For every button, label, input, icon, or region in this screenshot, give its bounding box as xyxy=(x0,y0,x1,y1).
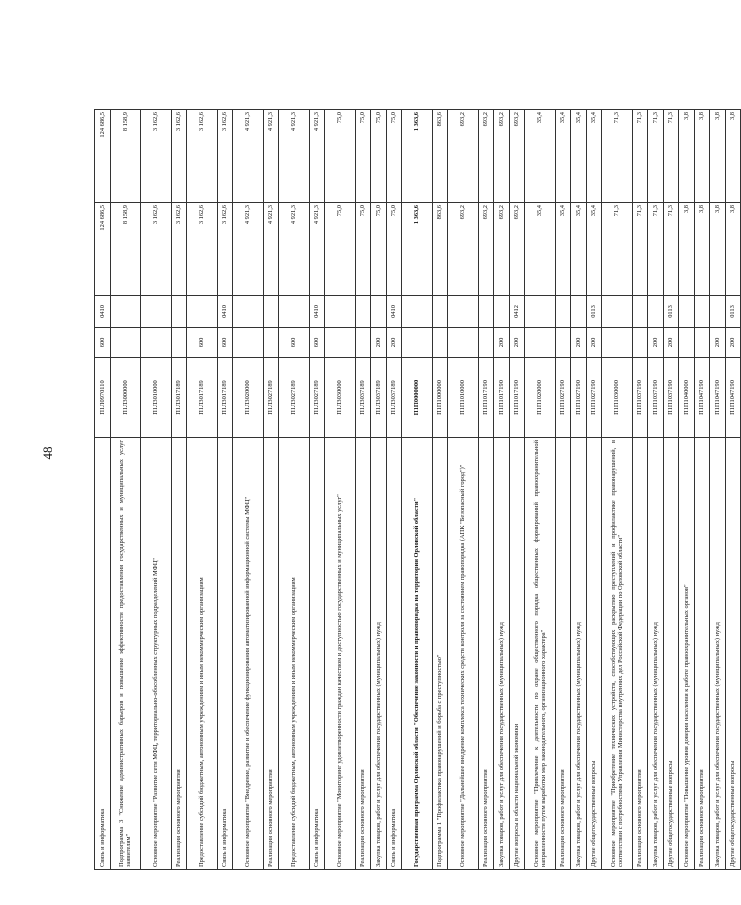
section-cell: 0113 xyxy=(725,296,741,328)
budget-table-sheet xyxy=(94,110,737,870)
expense-type-cell xyxy=(355,328,371,358)
row-name-cell: Другие общегосударственные вопросы xyxy=(586,438,602,870)
target-code-cell: П1П1037190 xyxy=(632,358,648,438)
row-name-cell: Основное мероприятие "Мониторинг удовлетворенности граждан качеством и доступностью государственных и муниципальных услуг" xyxy=(325,438,356,870)
section-cell: 0113 xyxy=(586,296,602,328)
amount-cell-1: 3 162,6 xyxy=(141,203,172,296)
target-code-cell: П1П1017190 xyxy=(494,358,510,438)
expense-type-cell: 200 xyxy=(494,328,510,358)
target-code-cell: П1Л3027189 xyxy=(279,358,310,438)
amount-cell-2: 4 921,3 xyxy=(263,110,279,203)
amount-cell-2: 693,2 xyxy=(448,110,479,203)
table-row xyxy=(648,110,664,870)
expense-type-cell xyxy=(555,328,571,358)
amount-cell-1: 4 921,3 xyxy=(263,203,279,296)
amount-cell-2: 693,2 xyxy=(478,110,494,203)
rotated-table-container xyxy=(94,110,737,870)
target-code-cell: П1П1027190 xyxy=(571,358,587,438)
target-code-cell: П1П1027190 xyxy=(586,358,602,438)
target-code-cell: П1П1000000 xyxy=(432,358,448,438)
table-row xyxy=(679,110,695,870)
table-row xyxy=(694,110,710,870)
row-name-cell: Основное мероприятие "Повышение уровня доверия населения к работе правоохранительных органов" xyxy=(679,438,695,870)
table-row xyxy=(525,110,556,870)
section-cell xyxy=(110,296,141,328)
amount-cell-2: 35,4 xyxy=(586,110,602,203)
row-name-cell: Основное мероприятие "Приобретение технических устройств, способствующих раскрытию преступлений и профилактике правонарушений, в соответствии с потребностями Управления Министерства внутренних дел Российской Федерации по Орловской области" xyxy=(602,438,633,870)
amount-cell-1: 863,6 xyxy=(432,203,448,296)
amount-cell-2: 3,8 xyxy=(694,110,710,203)
amount-cell-1: 693,2 xyxy=(448,203,479,296)
amount-cell-1: 3,8 xyxy=(725,203,741,296)
section-cell: 0410 xyxy=(217,296,233,328)
expense-type-cell xyxy=(448,328,479,358)
target-code-cell: П1Л3017189 xyxy=(217,358,233,438)
section-cell: 0113 xyxy=(663,296,679,328)
section-cell xyxy=(710,296,726,328)
amount-cell-1: 35,4 xyxy=(525,203,556,296)
amount-cell-2: 75,0 xyxy=(325,110,356,203)
row-name-cell: Связь и информатика xyxy=(309,438,325,870)
row-name-cell: Закупка товаров, работ и услуг для обеспечения государственных (муниципальных) нужд xyxy=(648,438,664,870)
target-code-cell: П1П1047190 xyxy=(694,358,710,438)
amount-cell-2: 124 686,5 xyxy=(95,110,111,203)
amount-cell-1: 4 921,3 xyxy=(279,203,310,296)
amount-cell-2: 693,2 xyxy=(494,110,510,203)
expense-type-cell: 200 xyxy=(509,328,525,358)
expense-type-cell: 200 xyxy=(663,328,679,358)
amount-cell-1: 3,8 xyxy=(679,203,695,296)
section-cell xyxy=(432,296,448,328)
table-row xyxy=(217,110,233,870)
amount-cell-1: 3 162,6 xyxy=(171,203,187,296)
amount-cell-2: 3,8 xyxy=(725,110,741,203)
target-code-cell: П1П1037190 xyxy=(663,358,679,438)
section-cell xyxy=(263,296,279,328)
section-cell xyxy=(478,296,494,328)
target-code-cell: П1П1020000 xyxy=(525,358,556,438)
expense-type-cell xyxy=(402,328,433,358)
expense-type-cell: 600 xyxy=(187,328,218,358)
table-row xyxy=(402,110,433,870)
amount-cell-2: 863,6 xyxy=(432,110,448,203)
section-cell xyxy=(171,296,187,328)
table-row xyxy=(509,110,525,870)
target-code-cell: П1П1040000 xyxy=(679,358,695,438)
amount-cell-2: 3,8 xyxy=(710,110,726,203)
target-code-cell: П1П1047190 xyxy=(710,358,726,438)
amount-cell-2: 75,0 xyxy=(355,110,371,203)
table-row xyxy=(263,110,279,870)
expense-type-cell: 600 xyxy=(309,328,325,358)
expense-type-cell xyxy=(432,328,448,358)
amount-cell-2: 1 363,6 xyxy=(402,110,433,203)
target-code-cell: П1Л3037189 xyxy=(371,358,387,438)
target-code-cell: П1Л0970110 xyxy=(95,358,111,438)
table-row xyxy=(555,110,571,870)
table-row xyxy=(355,110,371,870)
section-cell xyxy=(355,296,371,328)
table-row xyxy=(279,110,310,870)
table-row xyxy=(448,110,479,870)
section-cell xyxy=(694,296,710,328)
target-code-cell: П1Л3030000 xyxy=(325,358,356,438)
amount-cell-1: 8 158,9 xyxy=(110,203,141,296)
expense-type-cell xyxy=(679,328,695,358)
section-cell xyxy=(325,296,356,328)
expense-type-cell xyxy=(263,328,279,358)
table-row xyxy=(586,110,602,870)
budget-table xyxy=(94,109,741,870)
amount-cell-1: 75,0 xyxy=(371,203,387,296)
amount-cell-2: 3 162,6 xyxy=(141,110,172,203)
amount-cell-2: 75,0 xyxy=(386,110,402,203)
expense-type-cell: 200 xyxy=(371,328,387,358)
amount-cell-1: 1 363,6 xyxy=(402,203,433,296)
expense-type-cell: 600 xyxy=(217,328,233,358)
table-row xyxy=(309,110,325,870)
section-cell xyxy=(525,296,556,328)
row-name-cell: Закупка товаров, работ и услуг для обеспечения государственных (муниципальных) нужд xyxy=(710,438,726,870)
table-row xyxy=(371,110,387,870)
row-name-cell: Государственная программа Орловской области "Обеспечение законности и правопорядка на территории Орловской области" xyxy=(402,438,433,870)
row-name-cell: Связь и информатика xyxy=(95,438,111,870)
amount-cell-2: 75,0 xyxy=(371,110,387,203)
table-row xyxy=(110,110,141,870)
row-name-cell: Реализация основного мероприятия xyxy=(632,438,648,870)
amount-cell-1: 3 162,6 xyxy=(187,203,218,296)
page-number: 48 xyxy=(40,446,55,460)
row-name-cell: Предоставление субсидий бюджетным, автономным учреждениям и иным некоммерческим организациям xyxy=(187,438,218,870)
amount-cell-1: 71,3 xyxy=(663,203,679,296)
amount-cell-1: 124 686,5 xyxy=(95,203,111,296)
amount-cell-1: 693,2 xyxy=(478,203,494,296)
amount-cell-1: 35,4 xyxy=(586,203,602,296)
table-row xyxy=(325,110,356,870)
table-row xyxy=(187,110,218,870)
amount-cell-1: 693,2 xyxy=(509,203,525,296)
target-code-cell: П1Л3020000 xyxy=(233,358,264,438)
target-code-cell: П1Л3000000 xyxy=(110,358,141,438)
amount-cell-2: 4 921,3 xyxy=(279,110,310,203)
row-name-cell: Основное мероприятие "Дальнейшее внедрение комплекса технических средств контроля за состоянием правопорядка (АПК "Безопасный город")" xyxy=(448,438,479,870)
amount-cell-1: 3 162,6 xyxy=(217,203,233,296)
table-row xyxy=(478,110,494,870)
amount-cell-1: 4 921,3 xyxy=(309,203,325,296)
target-code-cell: П1П1027190 xyxy=(555,358,571,438)
amount-cell-2: 8 158,9 xyxy=(110,110,141,203)
row-name-cell: Другие вопросы в области национальной экономики xyxy=(509,438,525,870)
target-code-cell: П1Л3017189 xyxy=(187,358,218,438)
expense-type-cell xyxy=(694,328,710,358)
row-name-cell: Основное мероприятие "Внедрение, развитие и обеспечение функционирования автоматизированной информационной системы МФЦ" xyxy=(233,438,264,870)
amount-cell-2: 71,3 xyxy=(632,110,648,203)
amount-cell-1: 75,0 xyxy=(325,203,356,296)
section-cell xyxy=(648,296,664,328)
expense-type-cell xyxy=(632,328,648,358)
amount-cell-1: 75,0 xyxy=(355,203,371,296)
row-name-cell: Другие общегосударственные вопросы xyxy=(725,438,741,870)
section-cell xyxy=(187,296,218,328)
section-cell xyxy=(632,296,648,328)
expense-type-cell xyxy=(525,328,556,358)
section-cell xyxy=(402,296,433,328)
amount-cell-2: 4 921,3 xyxy=(309,110,325,203)
row-name-cell: Реализация основного мероприятия xyxy=(355,438,371,870)
expense-type-cell: 200 xyxy=(725,328,741,358)
table-row xyxy=(95,110,111,870)
section-cell: 0412 xyxy=(509,296,525,328)
row-name-cell: Основное мероприятие "Привлечение к деятельности по охране общественного порядка общественных формирований правоохранительной направленности путем выработки мер законодательного, организационного характера" xyxy=(525,438,556,870)
target-code-cell: П1П1017190 xyxy=(478,358,494,438)
amount-cell-1: 4 921,3 xyxy=(233,203,264,296)
row-name-cell: Связь и информатика xyxy=(386,438,402,870)
expense-type-cell xyxy=(110,328,141,358)
expense-type-cell xyxy=(141,328,172,358)
target-code-cell: П1Л3017189 xyxy=(171,358,187,438)
amount-cell-1: 35,4 xyxy=(555,203,571,296)
amount-cell-1: 693,2 xyxy=(494,203,510,296)
amount-cell-2: 4 921,3 xyxy=(233,110,264,203)
expense-type-cell: 600 xyxy=(95,328,111,358)
row-name-cell: Подпрограмма 1 "Профилактика правонарушений и борьба с преступностью" xyxy=(432,438,448,870)
expense-type-cell xyxy=(325,328,356,358)
expense-type-cell xyxy=(171,328,187,358)
expense-type-cell xyxy=(602,328,633,358)
row-name-cell: Подпрограмма 3 "Снижение административных барьеров и повышение эффективности предоставления государственных и муниципальных услуг заявителям" xyxy=(110,438,141,870)
amount-cell-2: 71,3 xyxy=(663,110,679,203)
amount-cell-2: 3,8 xyxy=(679,110,695,203)
target-code-cell: П1Л3027189 xyxy=(263,358,279,438)
section-cell xyxy=(279,296,310,328)
expense-type-cell xyxy=(233,328,264,358)
table-row xyxy=(602,110,633,870)
row-name-cell: Реализация основного мероприятия xyxy=(694,438,710,870)
amount-cell-2: 71,3 xyxy=(602,110,633,203)
row-name-cell: Основное мероприятие "Развитие сети МФЦ, территориально-обособленных структурных подразделений МФЦ" xyxy=(141,438,172,870)
amount-cell-1: 71,3 xyxy=(648,203,664,296)
table-row xyxy=(571,110,587,870)
row-name-cell: Закупка товаров, работ и услуг для обеспечения государственных (муниципальных) нужд xyxy=(494,438,510,870)
target-code-cell: П1Л3027189 xyxy=(309,358,325,438)
amount-cell-2: 3 162,6 xyxy=(171,110,187,203)
target-code-cell: П1Л3037189 xyxy=(386,358,402,438)
section-cell xyxy=(571,296,587,328)
table-row xyxy=(663,110,679,870)
table-row xyxy=(233,110,264,870)
table-row xyxy=(725,110,741,870)
row-name-cell: Другие общегосударственные вопросы xyxy=(663,438,679,870)
expense-type-cell: 600 xyxy=(279,328,310,358)
target-code-cell: П1П1047190 xyxy=(725,358,741,438)
target-code-cell: П1П1037190 xyxy=(648,358,664,438)
section-cell: 0410 xyxy=(309,296,325,328)
expense-type-cell: 200 xyxy=(386,328,402,358)
expense-type-cell: 200 xyxy=(710,328,726,358)
row-name-cell: Реализация основного мероприятия xyxy=(555,438,571,870)
amount-cell-1: 3,8 xyxy=(710,203,726,296)
table-row xyxy=(171,110,187,870)
row-name-cell: Закупка товаров, работ и услуг для обеспечения государственных (муниципальных) нужд xyxy=(571,438,587,870)
amount-cell-2: 693,2 xyxy=(509,110,525,203)
amount-cell-1: 3,8 xyxy=(694,203,710,296)
row-name-cell: Связь и информатика xyxy=(217,438,233,870)
expense-type-cell xyxy=(478,328,494,358)
expense-type-cell: 200 xyxy=(571,328,587,358)
row-name-cell: Реализация основного мероприятия xyxy=(478,438,494,870)
section-cell: 0410 xyxy=(386,296,402,328)
target-code-cell: П1П1030000 xyxy=(602,358,633,438)
amount-cell-1: 71,3 xyxy=(602,203,633,296)
row-name-cell: Предоставление субсидий бюджетным, автономным учреждениям и иным некоммерческим организациям xyxy=(279,438,310,870)
amount-cell-2: 35,4 xyxy=(571,110,587,203)
table-row xyxy=(141,110,172,870)
expense-type-cell: 200 xyxy=(648,328,664,358)
row-name-cell: Закупка товаров, работ и услуг для обеспечения государственных (муниципальных) нужд xyxy=(371,438,387,870)
amount-cell-1: 71,3 xyxy=(632,203,648,296)
amount-cell-2: 35,4 xyxy=(525,110,556,203)
table-row xyxy=(632,110,648,870)
section-cell xyxy=(141,296,172,328)
section-cell xyxy=(233,296,264,328)
section-cell xyxy=(679,296,695,328)
amount-cell-2: 35,4 xyxy=(555,110,571,203)
expense-type-cell: 200 xyxy=(586,328,602,358)
target-code-cell: П1Л3037189 xyxy=(355,358,371,438)
amount-cell-2: 3 162,6 xyxy=(217,110,233,203)
section-cell xyxy=(555,296,571,328)
section-cell xyxy=(371,296,387,328)
target-code-cell: П1П0000000 xyxy=(402,358,433,438)
amount-cell-2: 71,3 xyxy=(648,110,664,203)
target-code-cell: П1П1017190 xyxy=(509,358,525,438)
table-row xyxy=(494,110,510,870)
budget-table-body xyxy=(95,110,741,870)
amount-cell-1: 35,4 xyxy=(571,203,587,296)
target-code-cell: П1П1010000 xyxy=(448,358,479,438)
section-cell xyxy=(494,296,510,328)
table-row xyxy=(432,110,448,870)
table-row xyxy=(386,110,402,870)
section-cell xyxy=(602,296,633,328)
target-code-cell: П1Л3010000 xyxy=(141,358,172,438)
section-cell: 0410 xyxy=(95,296,111,328)
table-row xyxy=(710,110,726,870)
amount-cell-2: 3 162,6 xyxy=(187,110,218,203)
section-cell xyxy=(448,296,479,328)
amount-cell-1: 75,0 xyxy=(386,203,402,296)
row-name-cell: Реализация основного мероприятия xyxy=(171,438,187,870)
row-name-cell: Реализация основного мероприятия xyxy=(263,438,279,870)
